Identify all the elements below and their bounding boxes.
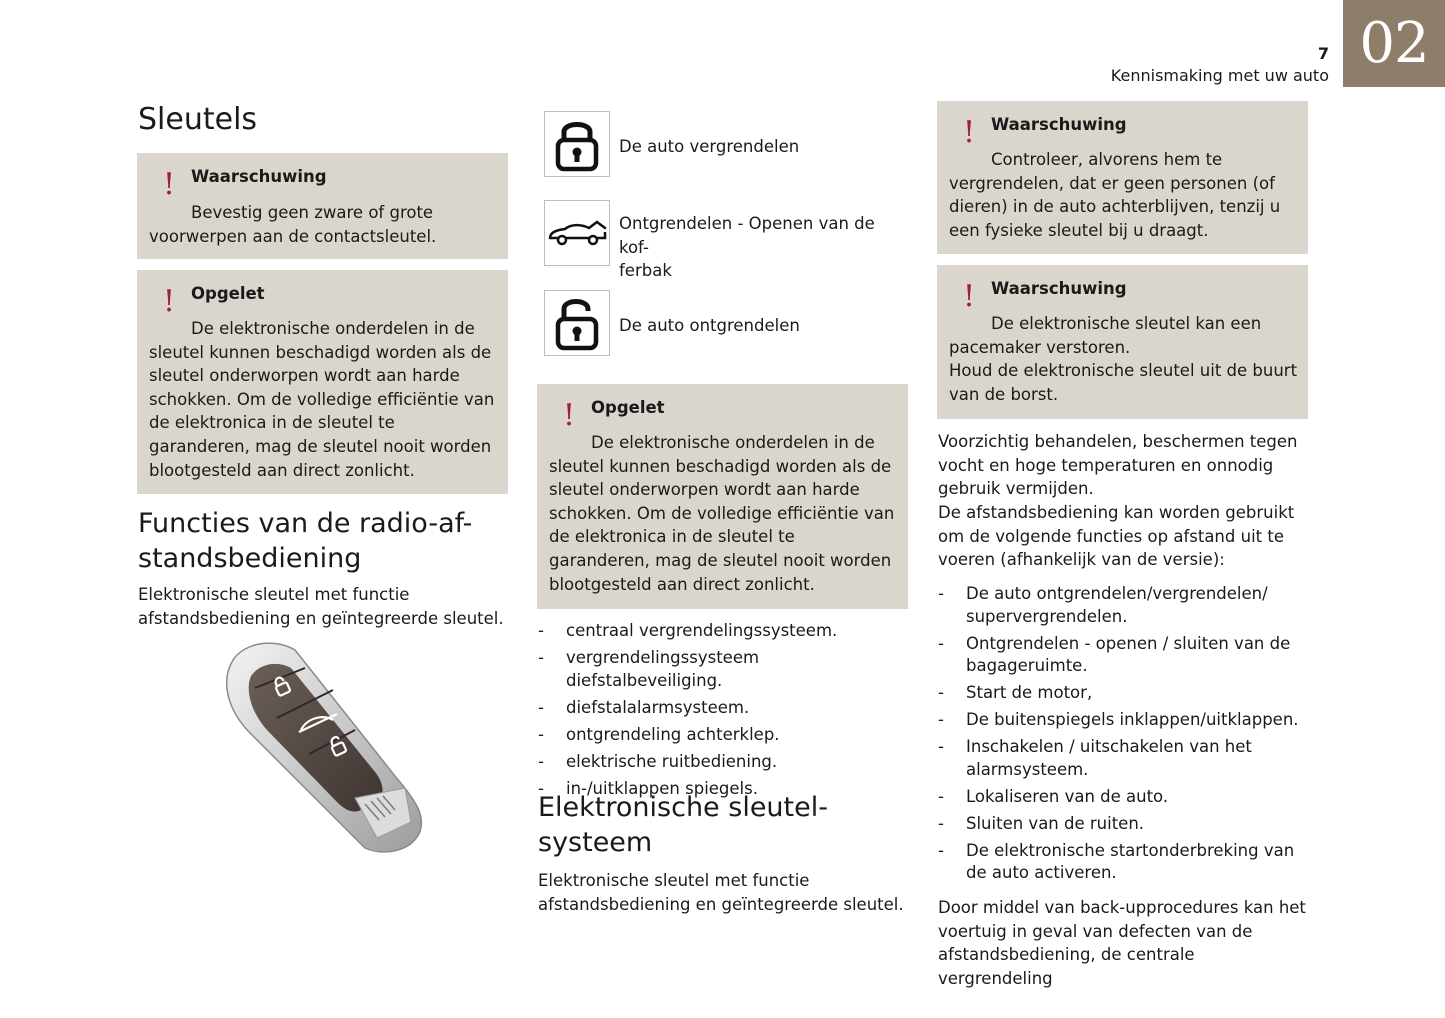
list-item: - De elektronische startonderbreking van de auto activeren. — [938, 840, 1310, 885]
paragraph: Door middel van back-upprocedures kan het voertuig in geval van defecten van de afstandsbediening, de centrale vergrendeling — [938, 898, 1306, 988]
warning-text: Houd de elektronische sleutel uit de buurt van de borst. — [949, 361, 1298, 404]
list-item: - Ontgrendelen - openen / sluiten van de bagageruimte. — [938, 633, 1310, 678]
warning-box — [137, 153, 508, 259]
exclamation-icon: ! — [563, 398, 576, 433]
warning-text: Controleer, alvorens hem te vergrendelen, dat er geen personen (of dieren) in de auto achterblijven, tenzij u een fysieke sleutel bij u draagt. — [949, 150, 1281, 240]
page-number: 7 — [1317, 44, 1329, 63]
icon-label: De auto ontgrendelen — [619, 316, 800, 335]
intro-text: Elektronische sleutel met functie afstandsbediening en geïntegreerde sleutel. — [138, 585, 504, 628]
unlock-icon — [555, 295, 599, 351]
section-heading-radio — [138, 506, 508, 576]
chapter-tab: 02 — [1343, 0, 1445, 87]
exclamation-icon: ! — [963, 115, 976, 150]
icon-label — [619, 212, 899, 283]
heading-line: Elektronische sleutel- — [538, 792, 828, 823]
warning-text: Bevestig geen zware of grote voorwerpen aan de contactsleutel. — [149, 203, 437, 246]
list-item: - elektrische ruitbediening. — [538, 751, 910, 774]
icon-label: De auto vergrendelen — [619, 137, 800, 156]
car-boot-icon — [547, 218, 607, 248]
icon-label-line: ferbak — [619, 261, 672, 281]
list-item: - ontgrendeling achterklep. — [538, 724, 910, 747]
notice-title: Opgelet — [191, 284, 265, 303]
list-item: - vergrendelingssysteem diefstalbeveiliging. — [538, 647, 910, 692]
list-item: - in-/uitklappen spiegels. — [538, 778, 910, 801]
notice-title: Opgelet — [591, 398, 665, 417]
section-heading-key-system — [538, 790, 908, 860]
notice-box — [137, 270, 508, 494]
icon-label-line: Ontgrendelen - Openen van de kof- — [619, 214, 875, 257]
notice-box — [537, 384, 908, 609]
list-item: - Lokaliseren van de auto. — [938, 786, 1310, 809]
warning-box — [937, 265, 1308, 419]
intro-text: Elektronische sleutel met functie afstandsbediening en geïntegreerde sleutel. — [538, 871, 904, 914]
notice-text: De elektronische onderdelen in de sleutel kunnen beschadigd worden als de sleutel onderworpen wordt aan harde schokken. Om de volledige efficiëntie van de elektronica in de sleutel te garanderen, mag de sleutel nooit worden blootgesteld aan direct zonlicht. — [549, 433, 895, 594]
warning-title: Waarschuwing — [991, 279, 1127, 298]
heading-line: Functies van de radio-af- — [138, 508, 473, 539]
remote-functions-list — [938, 583, 1310, 889]
warning-box — [937, 101, 1308, 254]
paragraph: Voorzichtig behandelen, beschermen tegen vocht en hoge temperaturen en onnodig gebruik vermijden. — [938, 432, 1298, 499]
list-item: - diefstalalarmsysteem. — [538, 697, 910, 720]
heading-line: systeem — [538, 827, 653, 858]
key-fob-illustration — [215, 638, 435, 860]
exclamation-icon: ! — [963, 279, 976, 314]
function-list — [538, 620, 910, 805]
list-item: - centraal vergrendelingssysteem. — [538, 620, 910, 643]
unlock-icon-box — [544, 290, 610, 356]
warning-text: De elektronische sleutel kan een pacemaker verstoren. — [949, 314, 1262, 357]
list-item: - Sluiten van de ruiten. — [938, 813, 1310, 836]
exclamation-icon: ! — [163, 167, 176, 202]
list-item: - Start de motor, — [938, 682, 1310, 705]
lock-icon — [555, 116, 599, 172]
warning-title: Waarschuwing — [191, 167, 327, 186]
heading-line: standsbediening — [138, 543, 362, 574]
lock-icon-box — [544, 111, 610, 177]
list-item: - De auto ontgrendelen/vergrendelen/ supervergrendelen. — [938, 583, 1310, 628]
page-title: Sleutels — [138, 102, 258, 137]
paragraph: De afstandsbediening kan worden gebruikt om de volgende functies op afstand uit te voeren (afhankelijk van de versie): — [938, 503, 1295, 570]
list-item: - Inschakelen / uitschakelen van het alarmsysteem. — [938, 736, 1310, 781]
notice-text: De elektronische onderdelen in de sleutel kunnen beschadigd worden als de sleutel onderworpen wordt aan harde schokken. Om de volledige efficiëntie van de elektronica in de sleutel te garanderen, mag de sleutel nooit worden blootgesteld aan direct zonlicht. — [149, 319, 495, 480]
section-title: Kennismaking met uw auto — [1110, 66, 1329, 85]
exclamation-icon: ! — [163, 284, 176, 319]
list-item: - De buitenspiegels inklappen/uitklappen. — [938, 709, 1310, 732]
car-boot-icon-box — [544, 200, 610, 266]
warning-title: Waarschuwing — [991, 115, 1127, 134]
